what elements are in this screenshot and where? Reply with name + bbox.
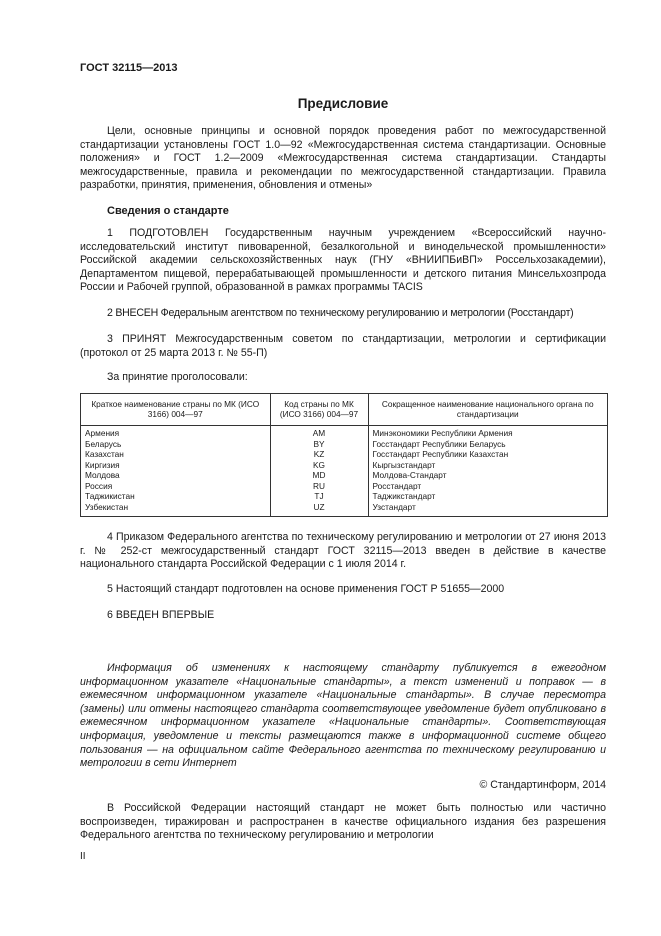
standards-body: Таджикстандарт: [372, 491, 436, 502]
standards-body: Минэкономики Республики Армения: [372, 428, 513, 439]
item-6-introduced: 6 ВВЕДЕН ВПЕРВЫЕ: [107, 609, 215, 621]
country-name: Киргизия: [81, 461, 270, 472]
item-4-order: 4 Приказом Федерального агентства по техническому регулированию и метрологии от 27 июня 2013 г. № 252-ст межгосударственный стандарт ГОСТ 32115—2013 введен в действие в качестве национального стандарта Российской Федерации с 1 июля 2014 г.: [80, 531, 606, 571]
country-code: MD: [270, 471, 368, 482]
item-2-submitted: 2 ВНЕСЕН Федеральным агентством по техническому регулированию и метрологии (Росстандарт): [107, 307, 574, 319]
table-row: [81, 503, 607, 517]
country-code: KG: [270, 461, 368, 472]
voted-label: За принятие проголосовали:: [107, 371, 248, 383]
reproduction-notice: В Российской Федерации настоящий стандарт не может быть полностью или частично воспроизведен, тиражирован и распространен в качестве официального издания без разрешения Федерального агентства по техническому регулированию и метрологии: [80, 802, 606, 842]
vote-table-header: [81, 394, 607, 426]
country-name: Молдова: [81, 471, 270, 482]
document-code: ГОСТ 32115—2013: [80, 62, 178, 74]
country-name: Россия: [81, 482, 270, 493]
table-row: [81, 450, 607, 461]
country-code: TJ: [270, 492, 368, 503]
table-row: [81, 482, 607, 493]
table-row: [81, 426, 607, 440]
country-name: Армения: [81, 426, 270, 440]
table-row: [81, 471, 607, 482]
copyright: © Стандартинформ, 2014: [479, 779, 606, 791]
page-number: II: [80, 851, 86, 862]
header-standards-body: Сокращенное наименование национального органа по стандартизации: [368, 394, 607, 426]
standards-body: Молдова-Стандарт: [372, 470, 447, 481]
country-code: AM: [270, 426, 368, 440]
standards-body: Кыргызстандарт: [372, 459, 436, 470]
table-row: [81, 461, 607, 472]
country-code: RU: [270, 482, 368, 493]
vote-table-frame: [80, 393, 608, 517]
info-notice: Информация об изменениях к настоящему стандарту публикуется в ежегодном информационном указателе «Национальные стандарты», а текст изменений и поправок — в ежемесячном информационном указателе «Национальные стандарты». В случае пересмотра (замены) или отмены настоящего стандарта соответствующее уведомление будет опубликовано в ежемесячном информационном указателе «Национальные стандарты». Соответствующая информация, уведомление и тексты размещаются также в информационной системе общего пользования — на официальном сайте Федерального агентства по техническому регулированию и метрологии в сети Интернет: [80, 662, 606, 770]
standards-body: Узстандарт: [372, 501, 416, 512]
standards-body: Госстандарт Республики Беларусь: [372, 438, 506, 449]
country-name: Казахстан: [81, 450, 270, 461]
intro-paragraph: Цели, основные принципы и основной порядок проведения работ по межгосударственной стандартизации установлены ГОСТ 1.0—92 «Межгосударственная система стандартизации. Основные положения» и ГОСТ 1.2—2009 «Межгосударственная система стандартизации. Стандарты межгосударственные, правила и рекомендации по межгосударственной стандартизации. Правила разработки, принятия, применения, обновления и отмены»: [80, 125, 606, 192]
item-1-prepared: 1 ПОДГОТОВЛЕН Государственным научным учреждением «Всероссийский научно-исследовательский институт пивоваренной, безалкогольной и винодельческой промышленности» Российской академии сельскохозяйственных наук (ГНУ «ВНИИПБиВП» Россельхозакадемии), Департаментом пищевой, перерабатывающей промышленности и детского питания Минсельхозпрода России и Рабочей группой, образованной в рамках программы TACIS: [80, 227, 606, 294]
header-country-code: Код страны по МК (ИСО 3166) 004—97: [270, 394, 368, 426]
vote-table: [81, 394, 607, 516]
section-heading: Сведения о стандарте: [107, 205, 229, 217]
item-5-basis: 5 Настоящий стандарт подготовлен на основе применения ГОСТ Р 51655—2000: [107, 583, 505, 595]
table-row: [81, 492, 607, 503]
country-name: Беларусь: [81, 440, 270, 451]
page-title: Предисловие: [297, 96, 389, 111]
standards-body: Госстандарт Республики Казахстан: [372, 449, 509, 460]
country-code: KZ: [270, 450, 368, 461]
table-row: [81, 440, 607, 451]
country-code: UZ: [270, 503, 368, 517]
standards-body: Росстандарт: [372, 480, 422, 491]
item-3-adopted: 3 ПРИНЯТ Межгосударственным советом по стандартизации, метрологии и сертификации (протокол от 25 марта 2013 г. № 55-П): [80, 333, 606, 359]
country-name: Таджикистан: [81, 492, 270, 503]
header-country-name: Краткое наименование страны по МК (ИСО 3166) 004—97: [81, 394, 270, 426]
country-name: Узбекистан: [81, 503, 270, 517]
country-code: BY: [270, 440, 368, 451]
